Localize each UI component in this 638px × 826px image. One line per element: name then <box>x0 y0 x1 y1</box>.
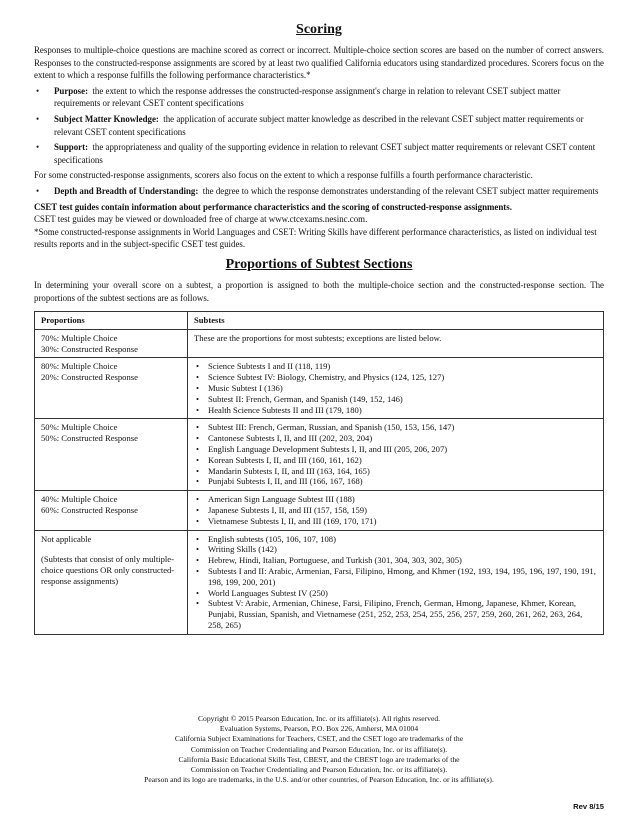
subtest-item: • Korean Subtests I, II, and III (160, 161, 162) <box>194 455 597 466</box>
footer-line: Copyright © 2015 Pearson Education, Inc. or its affiliate(s). All rights reserved. <box>197 714 441 723</box>
subtest-item: • American Sign Language Subtest III (188) <box>194 494 597 505</box>
subtest-item: • Hebrew, Hindi, Italian, Portuguese, and Turkish (301, 304, 303, 302, 305) <box>194 555 597 566</box>
footer-line: Evaluation Systems, Pearson, P.O. Box 226, Amherst, MA 01004 <box>219 724 419 734</box>
subtest-item: • English subtests (105, 106, 107, 108) <box>194 534 597 545</box>
fourth-characteristic-intro: For some constructed-response assignments, scorers also focus on the extent to which a response fulfills a fourth performance characteristic. <box>34 170 533 181</box>
subtests-cell <box>188 329 604 358</box>
footer-line: Commission on Teacher Credentialing and Pearson Education, Inc. or its affiliate(s). <box>190 765 448 775</box>
proportion-cell <box>35 329 188 358</box>
subtests-cell <box>188 419 604 491</box>
subtest-item: • Music Subtest I (136) <box>194 383 597 394</box>
proportion-cell <box>35 419 188 491</box>
subtests-cell <box>188 530 604 634</box>
proportion-cell <box>35 358 188 419</box>
subtest-item: • Subtests I and II: Arabic, Armenian, Farsi, Filipino, Hmong, and Khmer (192, 193, 194, 195, 196, 197, 190, 191, 198, 199, 200, 201) <box>194 566 597 588</box>
proportion-mc: 80%: Multiple Choice <box>41 361 118 372</box>
copyright-footer <box>0 714 638 785</box>
term-subject-matter: Subject Matter Knowledge: <box>54 113 159 124</box>
term-support: Support: <box>54 142 89 153</box>
proportion-explanation: (Subtests that consist of only multiple-choice questions OR only constructed-response assignments) <box>41 554 175 587</box>
term-depth-breadth: Depth and Breadth of Understanding: <box>54 185 199 196</box>
table-row <box>35 530 604 634</box>
test-guides-link-note: CSET test guides may be viewed or downloaded free of charge at www.ctcexams.nesinc.com. <box>34 214 368 225</box>
list-item <box>34 85 604 110</box>
subtest-item: • Mandarin Subtests I, II, and III (163, 164, 165) <box>194 466 597 477</box>
table-row <box>35 358 604 419</box>
list-item <box>34 141 604 166</box>
subtest-item: • English Language Development Subtests I, II, and III (205, 206, 207) <box>194 444 597 455</box>
table-row <box>35 419 604 491</box>
scoring-heading: Scoring <box>296 22 342 37</box>
subtest-item: • Subtest II: French, German, and Spanish (149, 152, 146) <box>194 394 597 405</box>
subtest-item: • Science Subtests I and II (118, 119) <box>194 361 597 372</box>
column-header-proportions: Proportions <box>35 312 188 330</box>
footer-line: Commission on Teacher Credentialing and Pearson Education, Inc. or its affiliate(s). <box>190 744 448 754</box>
proportion-cell <box>35 491 188 530</box>
footer-line: California Subject Examinations for Teachers, CSET, and the CSET logo are trademarks of the <box>174 734 464 744</box>
table-row <box>35 329 604 358</box>
test-guides-note: CSET test guides contain information about performance characteristics and the scoring of constructed-response assignments. <box>34 201 512 212</box>
table-header-row <box>35 312 604 330</box>
subtest-item: • Vietnamese Subtests I, II, and III (169, 170, 171) <box>194 516 597 527</box>
table-row <box>35 491 604 530</box>
characteristics-list <box>34 85 604 167</box>
proportion-mc: 70%: Multiple Choice <box>41 332 118 343</box>
list-item <box>34 113 604 138</box>
subtest-item: • Health Science Subtests II and III (179, 180) <box>194 405 597 416</box>
term-description: the appropriateness and quality of the supporting evidence in relation to relevant CSET subject matter requirements or relevant CSET content specifications <box>54 142 596 165</box>
subtest-item: • Subtest V: Arabic, Armenian, Chinese, Farsi, Filipino, French, German, Hmong, Japanese, Khmer, Korean, Punjabi, Russian, Spanish, and Vietnamese (251, 252, 253, 254, 255, 256, 257, 259, 260, 261, 262, 263, 264, 258, 265) <box>194 598 597 630</box>
column-header-subtests: Subtests <box>188 312 604 330</box>
subtests-cell <box>188 358 604 419</box>
proportions-intro: In determining your overall score on a subtest, a proportion is assigned to both the multiple-choice section and the constructed-response section. The proportions of the subtest sections are as follows. <box>34 279 604 303</box>
proportion-cr: 30%: Constructed Response <box>41 343 138 354</box>
subtests-cell <box>188 491 604 530</box>
subtest-item: • Cantonese Subtests I, II, and III (202, 203, 204) <box>194 433 597 444</box>
proportion-mc: 40%: Multiple Choice <box>41 494 118 505</box>
scoring-intro: Responses to multiple-choice questions are machine scored as correct or incorrect. Multiple-choice section scores are based on the number of correct answers. Responses to the constructed-response assignments are scored by at least two qualified California educators using standardized procedures. Scorers focus on the extent to which a response fulfills the following performance characteristics.* <box>34 45 604 81</box>
proportion-cr: 50%: Constructed Response <box>41 433 138 444</box>
proportion-not-applicable: Not applicable <box>41 533 92 544</box>
subtest-item: • World Languages Subtest IV (250) <box>194 588 597 599</box>
footnote: *Some constructed-response assignments in World Languages and CSET: Writing Skills have different performance characteristics, as listed on individual test results reports and in the subject-specific CSET test guides. <box>34 226 597 250</box>
proportion-cr: 20%: Constructed Response <box>41 372 138 383</box>
proportions-table <box>34 311 604 635</box>
subtests-note: These are the proportions for most subtests; exceptions are listed below. <box>194 332 442 343</box>
subtest-item: • Japanese Subtests I, II, and III (157, 158, 159) <box>194 505 597 516</box>
proportion-cell <box>35 530 188 634</box>
term-description: the application of accurate subject matter knowledge as described in the relevant CSET subject matter requirements or relevant CSET content specifications <box>54 113 584 137</box>
proportion-cr: 60%: Constructed Response <box>41 505 138 516</box>
revision-label: Rev 8/15 <box>573 802 604 811</box>
proportion-mc: 50%: Multiple Choice <box>41 422 118 433</box>
footer-line: Pearson and its logo are trademarks, in the U.S. and/or other countries, of Pearson Education, Inc. or its affiliate(s). <box>144 775 494 785</box>
subtest-item: • Punjabi Subtests I, II, and III (166, 167, 168) <box>194 476 597 487</box>
subtest-item: • Writing Skills (142) <box>194 544 597 555</box>
subtest-item: • Subtest III: French, German, Russian, and Spanish (150, 153, 156, 147) <box>194 422 597 433</box>
fourth-characteristic-list <box>34 185 604 198</box>
footer-line: California Basic Educational Skills Test, CBEST, and the CBEST logo are trademarks of the <box>178 754 460 764</box>
term-description: the degree to which the response demonstrates understanding of the relevant CSET subject matter requirements <box>202 185 599 196</box>
term-description: the extent to which the response addresses the constructed-response assignment's charge in relation to relevant CSET subject matter requirements or relevant CSET content specifications <box>54 85 561 109</box>
term-purpose: Purpose: <box>54 85 89 96</box>
proportions-heading: Proportions of Subtest Sections <box>225 256 413 272</box>
document-page <box>34 22 604 635</box>
list-item <box>34 185 604 198</box>
subtest-item: • Science Subtest IV: Biology, Chemistry, and Physics (124, 125, 127) <box>194 372 597 383</box>
